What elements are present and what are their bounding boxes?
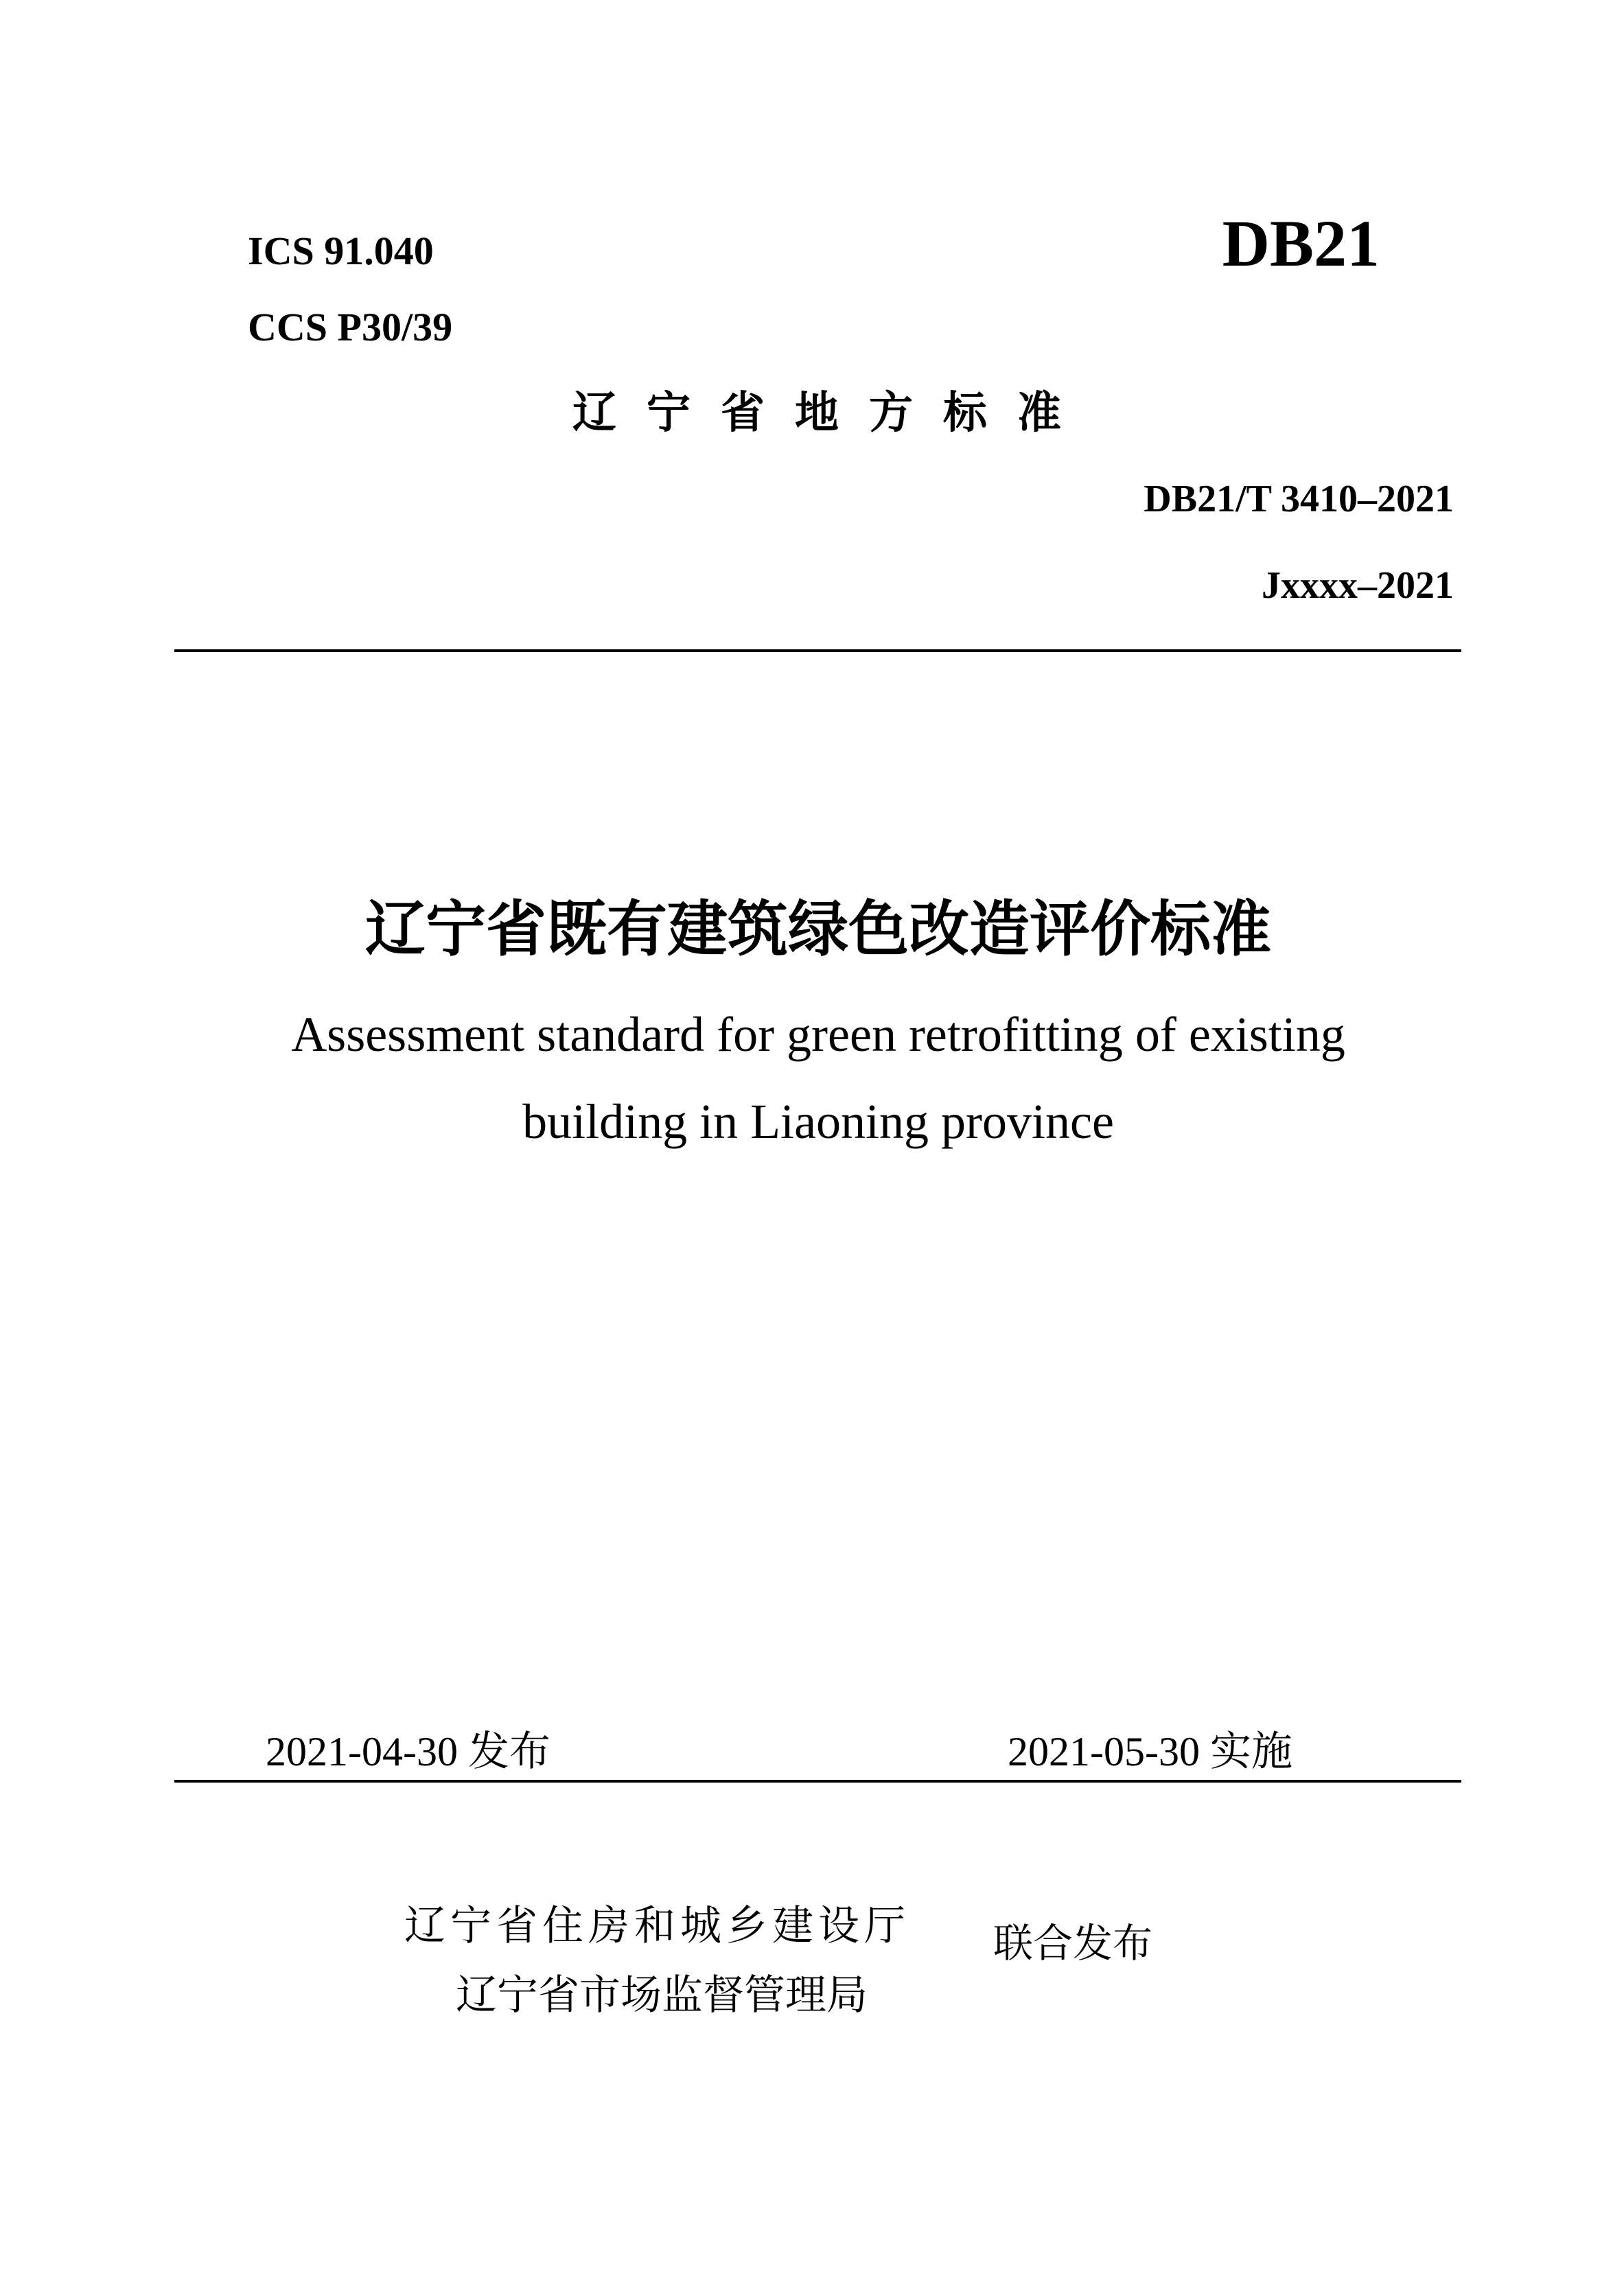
issue-date: 2021-04-30 发布 (266, 1729, 550, 1774)
document-title-english-line-1: Assessment standard for green retrofitting of existing (291, 1007, 1345, 1062)
document-title-chinese: 辽宁省既有建筑绿色改造评价标准 (364, 894, 1271, 964)
joint-issue-label: 联合发布 (993, 1921, 1153, 1966)
standard-type-heading: 辽宁省地方标准 (572, 388, 1091, 439)
issuer-market-regulation-bureau: 辽宁省市场监督管理局 (456, 1973, 868, 2018)
standard-code-mark: DB21 (1222, 207, 1380, 280)
registration-number: Jxxxx–2021 (1262, 564, 1454, 607)
bottom-divider (174, 1780, 1461, 1783)
top-divider (174, 649, 1461, 652)
standard-number: DB21/T 3410–2021 (1144, 478, 1454, 520)
document-title-english-line-2: building in Liaoning province (522, 1094, 1114, 1149)
issuer-housing-department: 辽宁省住房和城乡建设厅 (404, 1903, 910, 1949)
ccs-code: CCS P30/39 (248, 305, 453, 349)
implementation-date: 2021-05-30 实施 (1008, 1729, 1292, 1774)
ics-code: ICS 91.040 (248, 229, 434, 273)
